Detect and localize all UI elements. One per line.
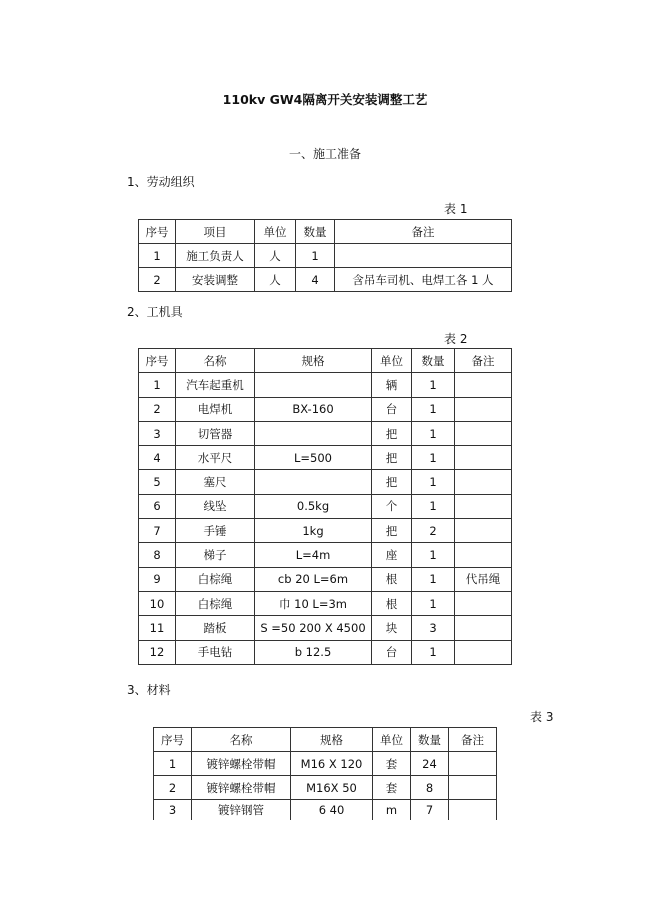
table-cell: m [373,800,411,821]
table-cell: 白棕绳 [176,567,255,591]
table-cell: M16 X 120 [291,752,373,776]
tools-table [138,348,512,665]
table-cell: 切管器 [176,421,255,445]
table-cell: S =50 200 X 4500 [255,616,372,640]
table-row [154,752,497,776]
table-cell [449,752,497,776]
table-cell: 手锤 [176,519,255,543]
table-cell: 1 [412,421,455,445]
table-cell: 辆 [372,373,412,397]
table-cell: 踏板 [176,616,255,640]
header-cell: 单位 [372,349,412,373]
table-cell: 块 [372,616,412,640]
table-cell: 7 [411,800,449,821]
materials-table [153,727,497,820]
header-cell: 数量 [412,349,455,373]
table-cell: 含吊车司机、电焊工各 1 人 [335,268,512,292]
header-cell: 单位 [255,220,296,244]
table-row [139,446,512,470]
table-cell [455,543,512,567]
header-cell: 序号 [139,220,176,244]
table-cell: 10 [139,591,176,615]
table-cell: 6 40 [291,800,373,821]
table-cell [455,591,512,615]
table-row [154,800,497,821]
table-cell: 手电钻 [176,640,255,664]
header-cell: 项目 [176,220,255,244]
header-cell: 数量 [296,220,335,244]
header-cell: 数量 [411,728,449,752]
table-cell: 1 [412,543,455,567]
table-cell: 电焊机 [176,397,255,421]
table2-caption: 表 2 [444,332,468,346]
table-row [139,470,512,494]
table-cell: 代吊绳 [455,567,512,591]
table-cell: 1 [412,446,455,470]
table-cell: 把 [372,519,412,543]
table-row [154,776,497,800]
table-cell: 12 [139,640,176,664]
table-cell: 7 [139,519,176,543]
header-cell: 序号 [154,728,192,752]
table-cell: 2 [139,397,176,421]
table-cell [455,640,512,664]
subsection-materials: 3、材料 [127,683,171,697]
table-cell: 2 [412,519,455,543]
table-cell: 人 [255,268,296,292]
table-cell: 把 [372,421,412,445]
table-cell: b 12.5 [255,640,372,664]
table-cell: 镀锌螺栓带帽 [192,776,291,800]
table-cell: 台 [372,640,412,664]
table-cell: 座 [372,543,412,567]
table-cell: 镀锌钢管 [192,800,291,821]
table-cell: 1kg [255,519,372,543]
table-cell: 1 [154,752,192,776]
header-cell: 规格 [291,728,373,752]
table-cell [455,470,512,494]
labor-table [138,219,512,292]
table-cell [455,519,512,543]
table-cell: 水平尺 [176,446,255,470]
table-cell: 3 [139,421,176,445]
table-cell [455,446,512,470]
table-row [139,543,512,567]
table-cell [455,494,512,518]
table-cell: 1 [412,640,455,664]
table-cell: 白棕绳 [176,591,255,615]
table-row [139,373,512,397]
table-cell: 巾 10 L=3m [255,591,372,615]
table-cell: 2 [154,776,192,800]
subsection-labor: 1、劳动组织 [127,175,195,189]
table-cell: 2 [139,268,176,292]
table-cell: 套 [373,752,411,776]
table-cell: 24 [411,752,449,776]
table-row [139,567,512,591]
table-cell: 把 [372,446,412,470]
table-cell: 3 [154,800,192,821]
table-cell [449,776,497,800]
table-cell [455,616,512,640]
table-cell: 1 [139,373,176,397]
header-cell: 单位 [373,728,411,752]
table3-caption: 表 3 [530,710,554,724]
table-cell: 镀锌螺栓带帽 [192,752,291,776]
table-row [139,421,512,445]
header-cell: 备注 [449,728,497,752]
table-cell [255,421,372,445]
table-cell: 线坠 [176,494,255,518]
table-cell: 台 [372,397,412,421]
subsection-tools: 2、工机具 [127,305,183,319]
table-cell: 1 [296,244,335,268]
table-cell: 把 [372,470,412,494]
table-cell: 6 [139,494,176,518]
table-cell [455,397,512,421]
table-row [139,397,512,421]
table-cell [255,373,372,397]
table-cell: 1 [139,244,176,268]
header-cell: 规格 [255,349,372,373]
table-cell: 1 [412,494,455,518]
header-cell: 备注 [335,220,512,244]
table-cell: 9 [139,567,176,591]
table-cell: 4 [139,446,176,470]
table-cell: 梯子 [176,543,255,567]
table1-caption: 表 1 [444,202,468,216]
table-header-row [139,349,512,373]
table-row [139,519,512,543]
table-cell: 1 [412,397,455,421]
table-cell: 4 [296,268,335,292]
table-cell: 施工负责人 [176,244,255,268]
table-cell: 8 [411,776,449,800]
document-title: 110kv GW4隔离开关安装调整工艺 [222,92,428,107]
page-bottom-mask [150,822,510,922]
table-row [139,640,512,664]
table-row [139,591,512,615]
table-cell [449,800,497,821]
table-cell: 1 [412,470,455,494]
table-cell: 人 [255,244,296,268]
table-row [139,268,512,292]
table-cell [335,244,512,268]
table-row [139,494,512,518]
header-cell: 名称 [176,349,255,373]
table-cell: 安装调整 [176,268,255,292]
header-cell: 序号 [139,349,176,373]
table-header-row [139,220,512,244]
table-cell: cb 20 L=6m [255,567,372,591]
table-cell: 个 [372,494,412,518]
header-cell: 备注 [455,349,512,373]
table-cell: 5 [139,470,176,494]
table-cell: 根 [372,567,412,591]
table-cell: 11 [139,616,176,640]
table-cell: 根 [372,591,412,615]
table-cell: 套 [373,776,411,800]
table-cell [255,470,372,494]
table-cell: L=4m [255,543,372,567]
table-cell: 1 [412,591,455,615]
table-cell: 1 [412,373,455,397]
table-row [139,616,512,640]
table-cell: BX-160 [255,397,372,421]
table-cell: L=500 [255,446,372,470]
table-cell [455,373,512,397]
table-cell: 0.5kg [255,494,372,518]
table-cell [455,421,512,445]
table-cell: 汽车起重机 [176,373,255,397]
header-cell: 名称 [192,728,291,752]
table-cell: M16X 50 [291,776,373,800]
table-cell: 3 [412,616,455,640]
table-row [139,244,512,268]
table-cell: 1 [412,567,455,591]
table-header-row [154,728,497,752]
table-cell: 塞尺 [176,470,255,494]
table-cell: 8 [139,543,176,567]
section-heading: 一、施工准备 [288,147,361,161]
